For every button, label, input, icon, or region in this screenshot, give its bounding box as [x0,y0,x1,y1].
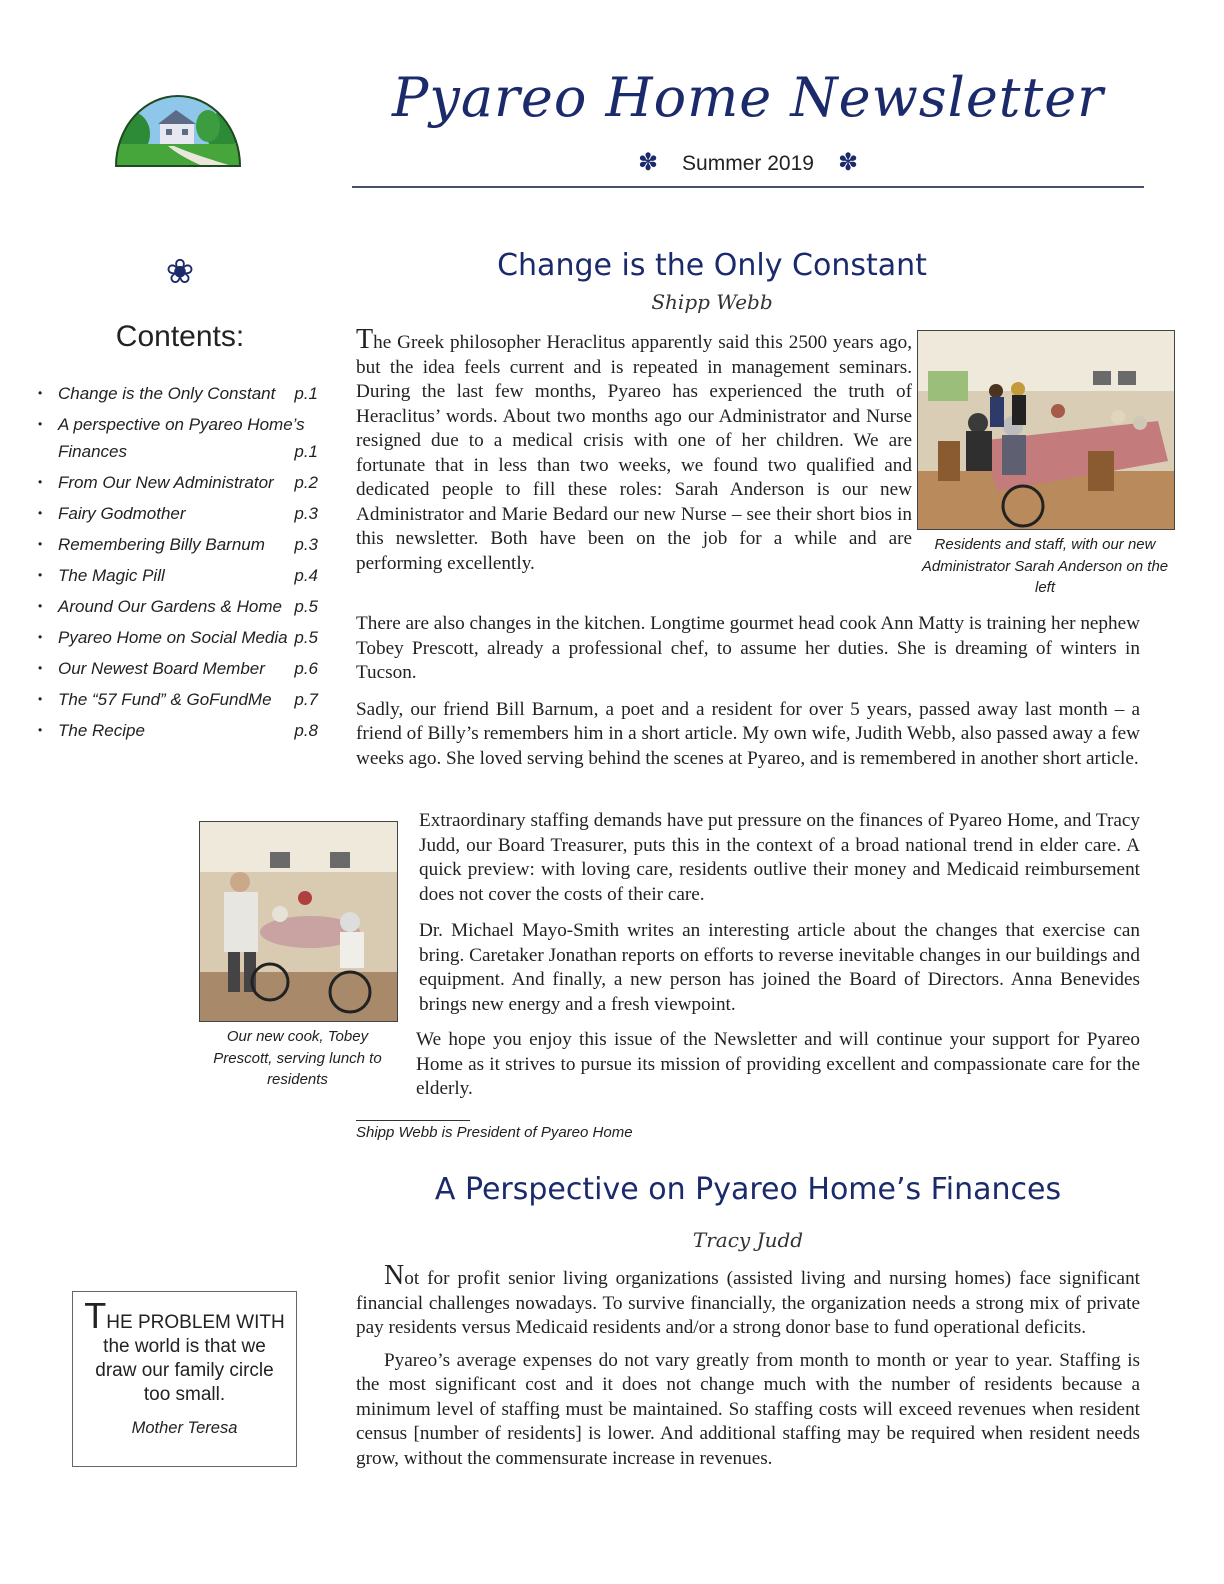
toc-item-title: The “57 Fund” & GoFundMe [58,690,272,709]
toc-item-page: p.1 [294,442,318,461]
toc-item-page: p.2 [294,473,318,492]
drop-cap: N [384,1260,405,1291]
article-paragraph: Sadly, our friend Bill Barnum, a poet and a resident for over 5 years, passed away last month – a friend of Billy’s remembers him in a short article. My own wife, Judith Webb, also passed away a few weeks ago. She loved serving behind the scenes at Pyareo, and is remembered in another short article. [356,698,1140,769]
header-divider [352,186,1144,188]
toc-item-title: Our Newest Board Member [58,659,265,678]
toc-item[interactable] [38,380,318,407]
toc-item[interactable] [38,500,318,527]
quote-box [72,1291,297,1467]
toc-item-title: A perspective on Pyareo Home’s Finances [58,415,305,461]
toc-item-title: Change is the Only Constant [58,384,276,403]
article-paragraph: There are also changes in the kitchen. Longtime gourmet head cook Ann Matty is training her nephew Tobey Prescott, already a professional chef, to assume her duties. She is dreaming of winters in Tucson. [356,613,1140,683]
drop-cap: T [356,324,374,355]
article-paragraph: Extraordinary staffing demands have put pressure on the finances of Pyareo Home, and Tracy Judd, our Board Treasurer, puts this in the context of a broad national trend in elder care. A quick preview: with loving care, residents outlive their money and Medicaid reimbursement does not cover the costs of their care. [419,810,1140,905]
toc-item-page: p.8 [294,721,318,740]
toc-item-title: Remembering Billy Barnum [58,535,265,554]
cook-serving-photo [199,821,398,1022]
photo-caption: Residents and staff, with our new Administrator Sarah Anderson on the left [921,536,1169,596]
issue-date: Summer 2019 [682,152,814,175]
toc-item-title: Around Our Gardens & Home [58,597,282,616]
article-paragraph: Pyareo’s average expenses do not vary greatly from month to month or year to year. Staffing is the most significant cost and it does not change much with the number of residents because a minimum level of staffing must be maintained. So staffing costs will exceed revenues when resident census [number of residents] is lower. And additional staffing may be required when resident needs grow, without the commensurate increase in revenues. [356,1349,1140,1469]
toc-item-title: The Magic Pill [58,566,165,585]
toc-item[interactable] [38,469,318,496]
article-byline: Shipp Webb [651,290,773,314]
flower-ornament-icon: ✽ [637,149,659,176]
toc-item[interactable] [38,686,318,713]
toc-item-page: p.1 [294,384,318,403]
toc-item-title: Fairy Godmother [58,504,186,523]
article-paragraph: Dr. Michael Mayo-Smith writes an interesting article about the changes that exercise can bring. Caretaker Jonathan reports on efforts to reverse inevitable changes in our buildings and equipment. And finally, a new person has joined the Board of Directors. Anna Benevides brings new energy and a fresh viewpoint. [419,920,1140,1015]
article-body-intro [356,324,912,576]
paragraph-text: he Greek philosopher Heraclitus apparently said this 2500 years ago, but the idea feels current and is repeated in management seminars. During the last few months, Pyareo has experienced the truth of Heraclitus’ words. About two months ago our Administrator and Nurse resigned due to a medical crisis with one of her children. We are fortunate that in less than two weeks, we found two qualified and dedicated people to fill these roles: Sarah Anderson is our new Administrator and Marie Bedard our new Nurse – see their short bios in this newsletter. Both have been on the job for a while and are performing excellently. [356,332,912,574]
quote-lead: HE PROBLEM WITH [106,1312,285,1333]
toc-item[interactable] [38,655,318,682]
article-body-finances-preview [419,809,1140,1017]
quote-rest: the world is that we draw our family circle too small. [95,1336,274,1405]
article-byline: Tracy Judd [692,1228,804,1252]
article-body [356,1260,1140,1471]
photo-caption: Our new cook, Tobey Prescott, serving lunch to residents [213,1028,382,1088]
toc-item-page: p.4 [294,566,318,585]
toc-item-page: p.3 [294,504,318,523]
article-title: Change is the Only Constant [497,248,927,283]
residents-staff-photo [917,330,1175,530]
toc-item-title: The Recipe [58,721,145,740]
toc-item-page: p.5 [294,628,318,647]
issue-line [352,148,1144,177]
toc-item[interactable] [38,593,318,620]
article-paragraph [356,1260,1140,1341]
toc-item[interactable] [38,717,318,744]
toc-item-title: From Our New Administrator [58,473,274,492]
toc-item-page: p.7 [294,690,318,709]
toc-item-title: Pyareo Home on Social Media [58,628,288,647]
flower-ornament-icon: ✽ [837,149,859,176]
flower-ornament-icon: ❀ [165,254,195,291]
toc-item-page: p.3 [294,535,318,554]
signature-divider [356,1120,470,1121]
contents-heading: Contents: [115,320,245,353]
quote-text [73,1295,296,1407]
toc-item[interactable] [38,562,318,589]
toc-item[interactable] [38,624,318,651]
newsletter-logo [112,74,244,174]
article-paragraph: We hope you enjoy this issue of the Newsletter and will continue your support for Pyareo Home as it strives to pursue its mission of providing excellent and compassionate care for the elderly. [416,1029,1140,1099]
quote-author: Mother Teresa [131,1419,238,1437]
toc-item-page: p.6 [294,659,318,678]
toc-item[interactable] [38,411,318,465]
article-body-main [356,612,1140,771]
table-of-contents [38,380,318,748]
article-body-closing [416,1028,1140,1102]
article-title: A Perspective on Pyareo Home’s Finances [434,1172,1062,1207]
author-signature: Shipp Webb is President of Pyareo Home [356,1124,633,1141]
toc-item-page: p.5 [294,597,318,616]
newsletter-title: Pyareo Home Newsletter [392,66,1104,129]
toc-item[interactable] [38,531,318,558]
quote-first-letter: T [84,1295,107,1336]
article-paragraph [356,324,912,576]
paragraph-text: ot for profit senior living organizations (assisted living and nursing homes) face significant financial challenges nowadays. To survive financially, the organization needs a strong mix of private pay residents versus Medicaid residents and/or a strong donor base to fund operational deficits. [356,1268,1140,1338]
